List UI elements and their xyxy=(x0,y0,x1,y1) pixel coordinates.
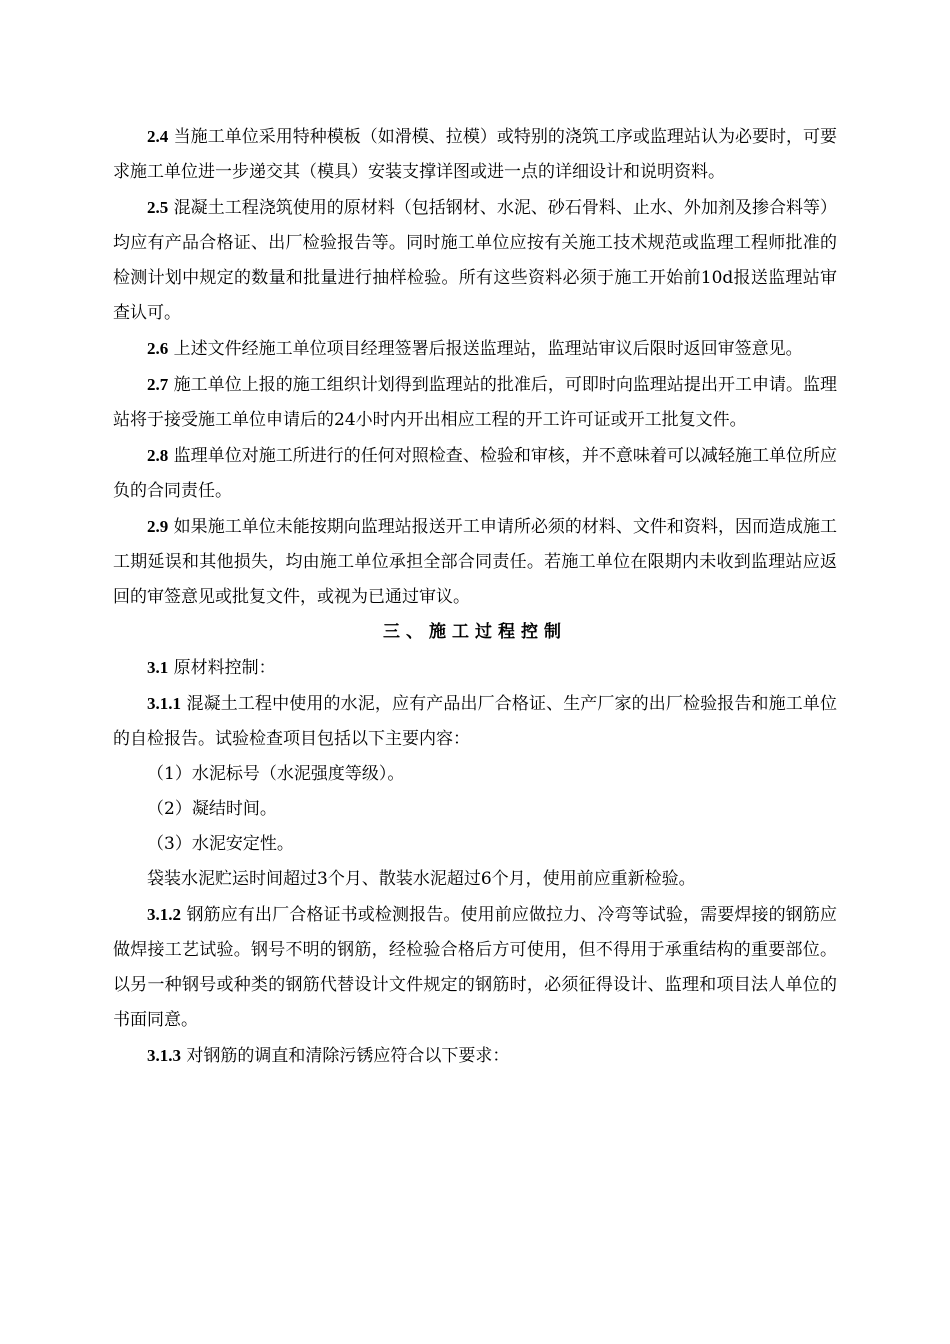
paragraph-2-7 xyxy=(113,367,837,438)
paragraph-2-4 xyxy=(113,119,837,190)
paragraph-3-1 xyxy=(113,650,837,686)
list-item: （3）水泥安定性。 xyxy=(147,834,294,854)
paragraph-3-1-3 xyxy=(113,1038,837,1074)
clause-text: 混凝土工程浇筑使用的原材料（包括钢材、水泥、砂石骨料、止水、外加剂及掺合料等）均应有产品合格证、出厂检验报告等。同时施工单位应按有关施工技术规范或监理工程师批准的检测计划中规定的数量和批量进行抽样检验。所有这些资料必须于施工开始前10d报送监理站审查认可。 xyxy=(113,198,838,323)
clause-number: 2.8 xyxy=(147,446,169,465)
clause-text: 原材料控制： xyxy=(173,658,276,678)
storage-note: 袋装水泥贮运时间超过3个月、散装水泥超过6个月，使用前应重新检验。 xyxy=(147,869,696,889)
clause-text: 如果施工单位未能按期向监理站报送开工申请所必须的材料、文件和资料，因而造成施工工期延误和其他损失，均由施工单位承担全部合同责任。若施工单位在限期内未收到监理站应返回的审签意见或批复文件，或视为已通过审议。 xyxy=(113,517,838,607)
list-item: （1）水泥标号（水泥强度等级）。 xyxy=(147,764,405,784)
clause-text: 监理单位对施工所进行的任何对照检查、检验和审核，并不意味着可以减轻施工单位所应负的合同责任。 xyxy=(113,446,838,501)
clause-number: 2.9 xyxy=(147,517,169,536)
clause-number: 3.1 xyxy=(147,658,169,677)
clause-text: 混凝土工程中使用的水泥，应有产品出厂合格证、生产厂家的出厂检验报告和施工单位的自检报告。试验检查项目包括以下主要内容： xyxy=(113,694,838,749)
clause-number: 2.7 xyxy=(147,375,169,394)
clause-text: 施工单位上报的施工组织计划得到监理站的批准后，可即时向监理站提出开工申请。监理站将于接受施工单位申请后的24小时内开出相应工程的开工许可证或开工批复文件。 xyxy=(113,375,838,430)
paragraph-2-6 xyxy=(113,331,837,367)
section-heading: 三、施工过程控制 xyxy=(383,622,567,642)
clause-text: 钢筋应有出厂合格证书或检测报告。使用前应做拉力、冷弯等试验，需要焊接的钢筋应做焊接工艺试验。钢号不明的钢筋，经检验合格后方可使用，但不得用于承重结构的重要部位。以另一种钢号或种类的钢筋代替设计文件规定的钢筋时，必须征得设计、监理和项目法人单位的书面同意。 xyxy=(113,905,838,1030)
paragraph-2-5 xyxy=(113,190,837,331)
document-body xyxy=(113,119,837,1074)
paragraph-2-8 xyxy=(113,438,837,509)
list-item: （2）凝结时间。 xyxy=(147,799,277,819)
clause-number: 3.1.3 xyxy=(147,1046,181,1065)
clause-text: 上述文件经施工单位项目经理签署后报送监理站，监理站审议后限时返回审签意见。 xyxy=(173,339,803,359)
clause-number: 3.1.2 xyxy=(147,905,181,924)
paragraph-2-9 xyxy=(113,509,837,615)
paragraph-3-1-1 xyxy=(113,686,837,757)
clause-number: 2.5 xyxy=(147,198,169,217)
clause-text: 当施工单位采用特种模板（如滑模、拉模）或特别的浇筑工序或监理站认为必要时，可要求施工单位进一步递交其（模具）安装支撑详图或进一点的详细设计和说明资料。 xyxy=(113,127,838,182)
clause-number: 2.6 xyxy=(147,339,169,358)
clause-number: 2.4 xyxy=(147,127,169,146)
clause-number: 3.1.1 xyxy=(147,694,181,713)
clause-text: 对钢筋的调直和清除污锈应符合以下要求： xyxy=(186,1046,510,1066)
paragraph-3-1-2 xyxy=(113,897,837,1038)
